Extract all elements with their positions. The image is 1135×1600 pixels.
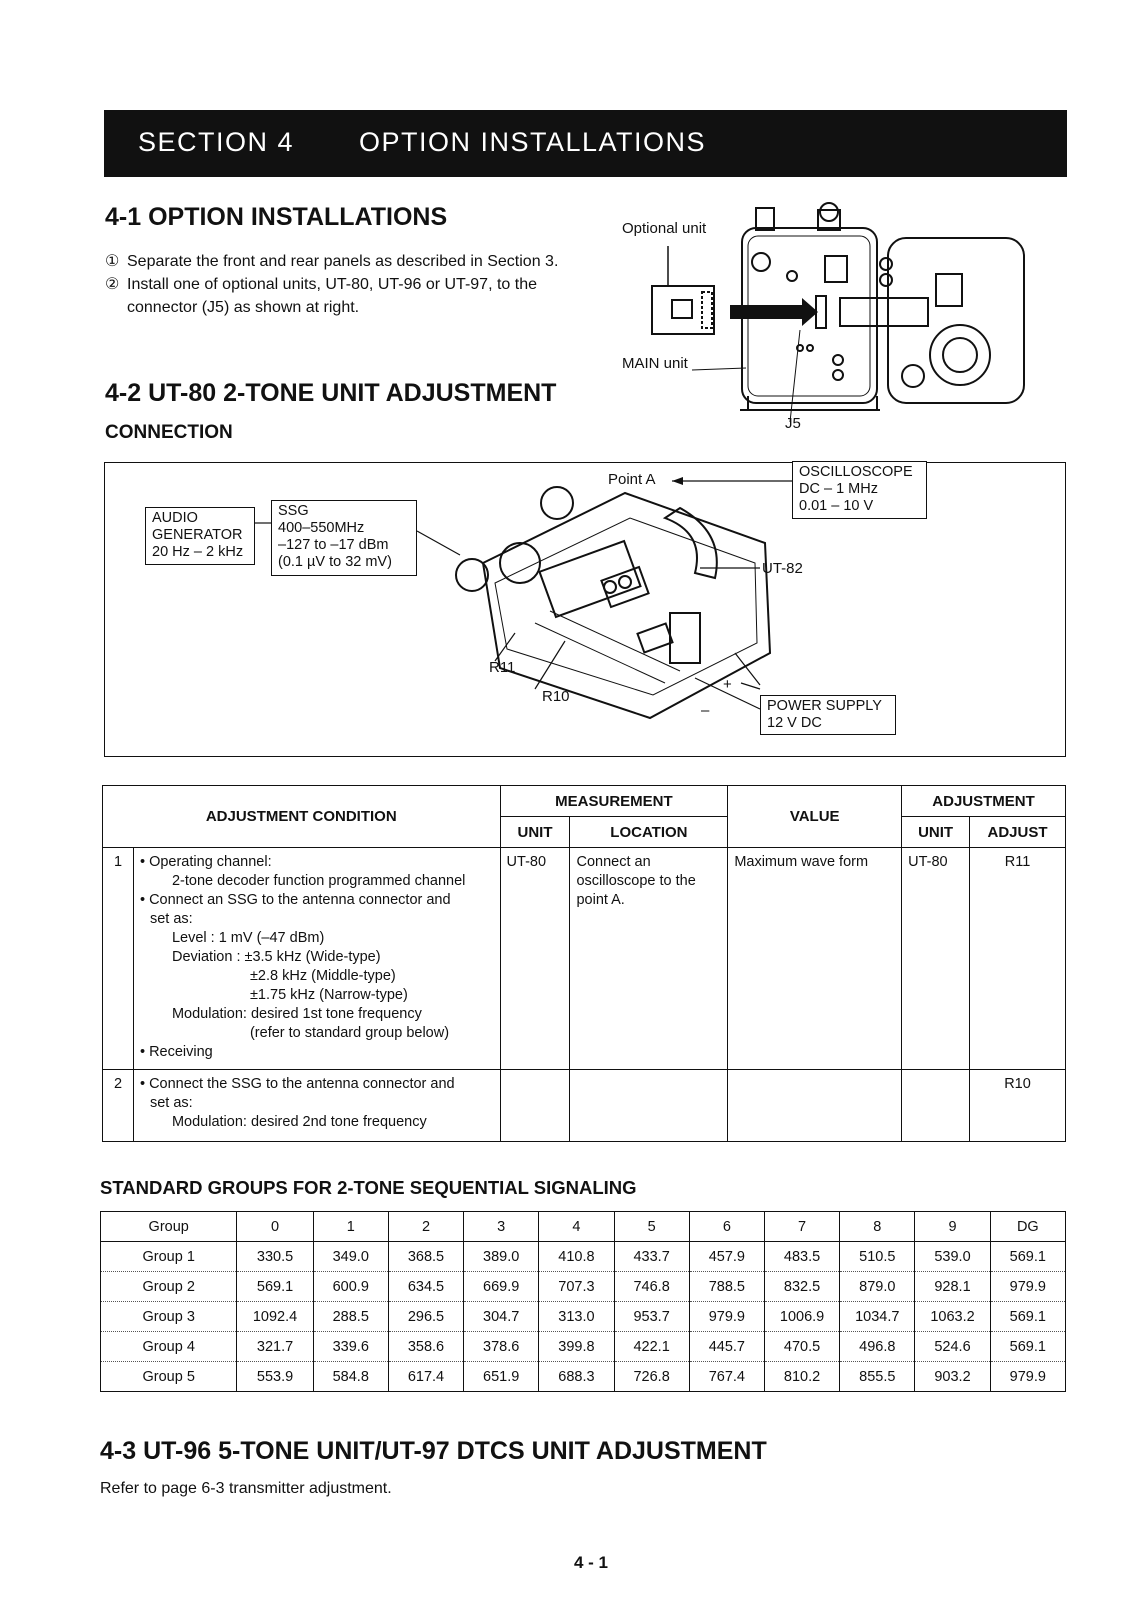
ut82-label: UT-82 <box>762 560 803 577</box>
option-install-figure <box>622 200 1050 440</box>
ssg-box: SSG 400–550MHz –127 to –17 dBm (0.1 µV to 32 mV) <box>271 500 417 576</box>
heading-4-3: 4-3 UT-96 5-TONE UNIT/UT-97 DTCS UNIT ADJUSTMENT <box>100 1437 767 1465</box>
section-number: SECTION 4 <box>138 127 295 157</box>
step-2: ② Install one of optional units, UT-80, UT-96 or UT-97, to the connector (J5) as shown at right. <box>105 276 537 316</box>
power-supply-box: POWER SUPPLY 12 V DC <box>760 695 896 735</box>
table-row: Group 5 553.9 584.8 617.4 651.9 688.3 726.8 767.4 810.2 855.5 903.2 979.9 <box>101 1362 1066 1392</box>
header-adj-unit: UNIT <box>902 817 970 848</box>
audio-generator-box: AUDIO GENERATOR 20 Hz – 2 kHz <box>145 507 255 565</box>
condition-cell: • Connect the SSG to the antenna connector and set as: Modulation: desired 2nd tone frequency <box>133 1070 500 1142</box>
connection-heading: CONNECTION <box>105 422 233 443</box>
groups-heading: STANDARD GROUPS FOR 2-TONE SEQUENTIAL SIGNALING <box>100 1177 637 1198</box>
table-row: Group 2 569.1 600.9 634.5 669.9 707.3 746.8 788.5 832.5 879.0 928.1 979.9 <box>101 1272 1066 1302</box>
r10-label: R10 <box>542 688 570 705</box>
header-unit: UNIT <box>500 817 570 848</box>
header-adjust: ADJUST <box>970 817 1066 848</box>
plus-label: + <box>723 676 732 693</box>
header-value: VALUE <box>728 786 902 848</box>
condition-cell: • Operating channel: 2-tone decoder function programmed channel • Connect an SSG to the antenna connector and set as: Level : 1 mV (–47 dBm) Deviation : ±3.5 kHz (Wide-type) ±2.8 kHz (Middle-type) ±1.75 kHz (Narrow-type) Modulation: desired 1st tone frequency (refer to standard group below) • Receiving <box>133 848 500 1070</box>
section-4-3-text: Refer to page 6-3 transmitter adjustment. <box>100 1480 392 1497</box>
point-a-label: Point A <box>608 471 656 488</box>
r11-label: R11 <box>489 659 516 676</box>
header-adjustment: ADJUSTMENT <box>902 786 1066 817</box>
header-location: LOCATION <box>570 817 728 848</box>
table-row: Group 1 330.5 349.0 368.5 389.0 410.8 433.7 457.9 483.5 510.5 539.0 569.1 <box>101 1242 1066 1272</box>
page-number: 4 - 1 <box>574 1553 609 1572</box>
main-unit-label: MAIN unit <box>622 355 688 372</box>
install-steps <box>105 250 575 319</box>
oscilloscope-box: OSCILLOSCOPE DC – 1 MHz 0.01 – 10 V <box>792 461 927 519</box>
optional-unit-label: Optional unit <box>622 220 707 237</box>
heading-4-2: 4-2 UT-80 2-TONE UNIT ADJUSTMENT <box>105 379 557 407</box>
header-condition: ADJUSTMENT CONDITION <box>103 786 501 848</box>
section-title: OPTION INSTALLATIONS <box>359 127 707 157</box>
standard-groups-table <box>100 1211 1066 1392</box>
connection-diagram <box>104 462 1066 757</box>
step-1: ① Separate the front and rear panels as described in Section 3. <box>105 253 559 270</box>
header-measurement: MEASUREMENT <box>500 786 728 817</box>
table-row: Group 4 321.7 339.6 358.6 378.6 399.8 422.1 445.7 470.5 496.8 524.6 569.1 <box>101 1332 1066 1362</box>
table-row: 2 • Connect the SSG to the antenna connector and set as: Modulation: desired 2nd tone frequency R10 <box>103 1070 1066 1142</box>
table-row: 1 • Operating channel: 2-tone decoder function programmed channel • Connect an SSG to the antenna connector and set as: Level : 1 mV (–47 dBm) Deviation : ±3.5 kHz (Wide-type) ±2.8 kHz (Middle-type) ±1.75 kHz (Narrow-type) Modulation: desired 1st tone frequency (refer to standard group below) • Receiving UT-80 Connect an oscilloscope to the point A. Maximum wave form UT-80 R11 <box>103 848 1066 1070</box>
groups-header-row: Group 0 1 2 3 4 5 6 7 8 9 DG <box>101 1212 1066 1242</box>
section-banner <box>104 110 1067 177</box>
table-row: Group 3 1092.4 288.5 296.5 304.7 313.0 953.7 979.9 1006.9 1034.7 1063.2 569.1 <box>101 1302 1066 1332</box>
minus-label: – <box>701 702 710 719</box>
adjustment-table <box>102 785 1066 1142</box>
heading-4-1: 4-1 OPTION INSTALLATIONS <box>105 203 448 231</box>
j5-label: J5 <box>785 415 801 432</box>
